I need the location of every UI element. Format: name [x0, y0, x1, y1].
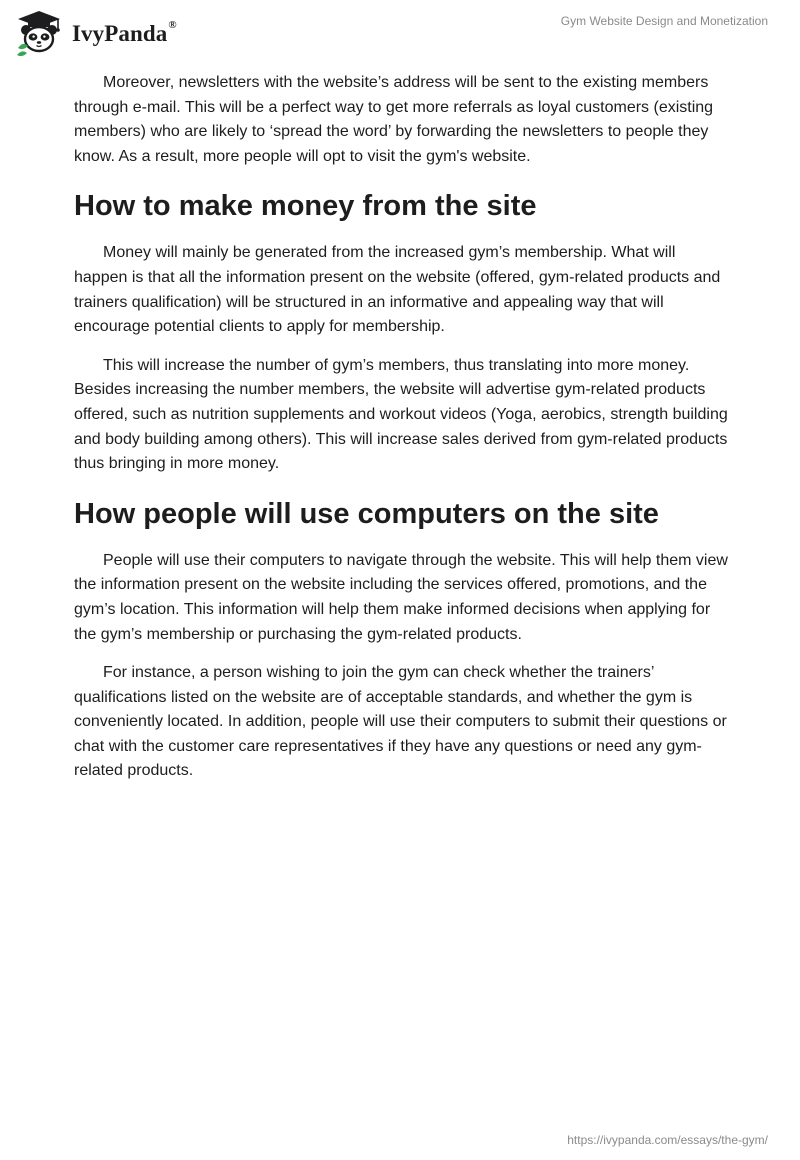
logo-text: IvyPanda®: [72, 19, 177, 46]
section-paragraph: Money will mainly be generated from the increased gym’s membership. What will happen is that all the information present on the website (offered, gym-related products and trainers qualification) will be structured in an informative and appealing way that will encourage potential clients to apply for membership.: [74, 244, 721, 336]
source-url-link[interactable]: https://ivypanda.com/essays/the-gym/: [567, 1133, 768, 1147]
section-paragraph: This will increase the number of gym’s members, thus translating into more money. Besides increasing the number members, the website will advertise gym-related products offered, such as nutrition supplements and workout videos (Yoga, aerobics, strength building and body building among others). This will increase sales derived from gym-related products thus bringing in more money.: [74, 356, 728, 473]
section-heading-use-computers: How people will use computers on the site: [74, 497, 659, 530]
section-paragraph: For instance, a person wishing to join the gym can check whether the trainers’ qualifications listed on the website are of acceptable standards, and whether the gym is conveniently located. In addition, people will use their computers to submit their questions or chat with the customer care representatives if they have any questions or need any gym-related products.: [74, 664, 727, 780]
page-header: [0, 0, 800, 60]
ivypanda-logo[interactable]: [14, 8, 177, 58]
essay-body: [74, 71, 728, 798]
section-paragraph: People will use their computers to navigate through the website. This will help them view the information present on the website including the services offered, promotions, and the gym’s location. This information will help them make informed decisions when applying for the gym’s membership or purchasing the gym-related products.: [74, 551, 728, 643]
intro-paragraph: Moreover, newsletters with the website’s address will be sent to the existing members through e-mail. This will be a perfect way to get more referrals as loyal customers (existing members) who are likely to ‘spread the word’ by forwarding the newsletters to people they know. As a result, more people will opt to visit the gym's website.: [74, 74, 714, 165]
panda-graduate-icon: [14, 8, 64, 58]
section-heading-make-money: How to make money from the site: [74, 190, 537, 223]
document-title: Gym Website Design and Monetization: [560, 14, 768, 28]
